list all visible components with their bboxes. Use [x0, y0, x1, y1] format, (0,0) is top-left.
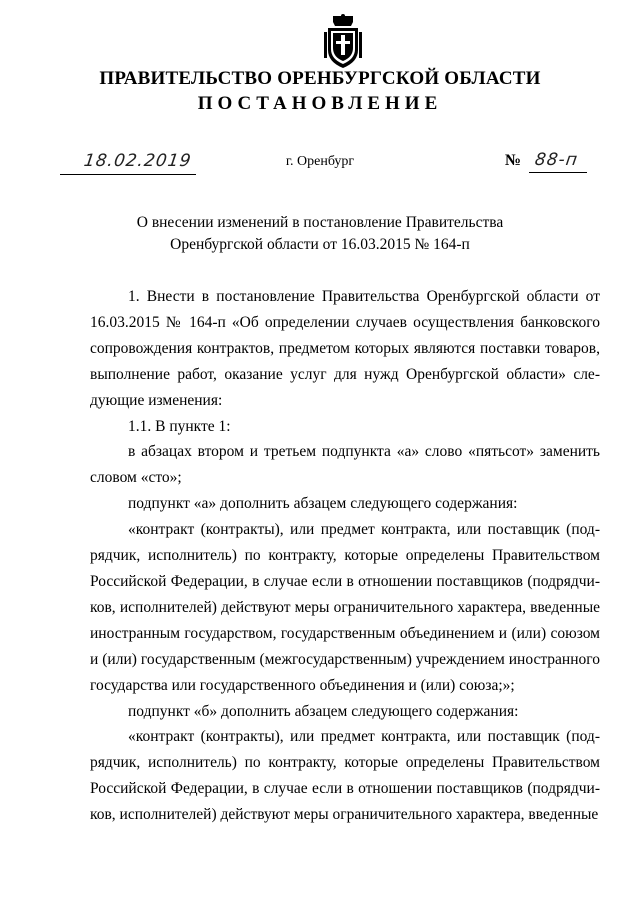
decree-meta-row [0, 150, 640, 180]
body-paragraph: 1.1. В пункте 1: [128, 417, 231, 435]
decree-subject [0, 212, 640, 256]
body-paragraph: в абзацах втором и третьем подпункта «а» слово «пятьсот» заменить словом «сто»; [90, 443, 600, 487]
decree-number: 88-п [533, 150, 580, 170]
decree-title: ПОСТАНОВЛЕНИЕ [197, 93, 443, 114]
body-paragraph: «контракт (контракты), или предмет контракта, или поставщик (подрядчик, исполнитель) по контракту, которые определены Правительством Российской Федерации, в случае если в отношении поставщиков (подрядчиков, исполнителей) действуют меры ограничительного характера, введенные иностранным государством, государственным объединением и (или) союзом и (или) государственным (межгосударственным) учреждением иностранного государства или государственного объединения и (или) союза;»; [90, 521, 600, 694]
orenburg-coat-of-arms-icon [322, 14, 364, 70]
body-paragraph: подпункт «а» дополнить абзацем следующего содержания: [128, 495, 518, 513]
decree-body [90, 284, 600, 828]
body-paragraph: 1. Внести в постановление Правительства Оренбургской области от 16.03.2015 № 164-п «Об определении случаев осуществления банковского сопровождения контрактов, предметом которых являются поставки товаров, выполнение работ, оказание услуг для нужд Оренбургской области» следующие изменения: [90, 288, 600, 409]
government-title: ПРАВИТЕЛЬСТВО ОРЕНБУРГСКОЙ ОБЛАСТИ [99, 68, 541, 89]
decree-number-field [505, 152, 585, 174]
decree-number-label: № [505, 152, 522, 169]
subject-line-1: О внесении изменений в постановление Правительства [136, 214, 504, 231]
decree-date: 18.02.2019 [82, 151, 193, 171]
decree-city: г. Оренбург [285, 154, 355, 169]
decree-number-underline [529, 172, 587, 173]
subject-line-2: Оренбургской области от 16.03.2015 № 164-п [170, 236, 470, 253]
body-paragraph: «контракт (контракты), или предмет контракта, или поставщик (подрядчик, исполнитель) по контракту, которые определены Правительством Российской Федерации, в случае если в отношении поставщиков (подрядчиков, исполнителей) действуют меры ограничительного характера, введенные [90, 728, 600, 824]
body-paragraph: подпункт «б» дополнить абзацем следующего содержания: [128, 702, 519, 720]
